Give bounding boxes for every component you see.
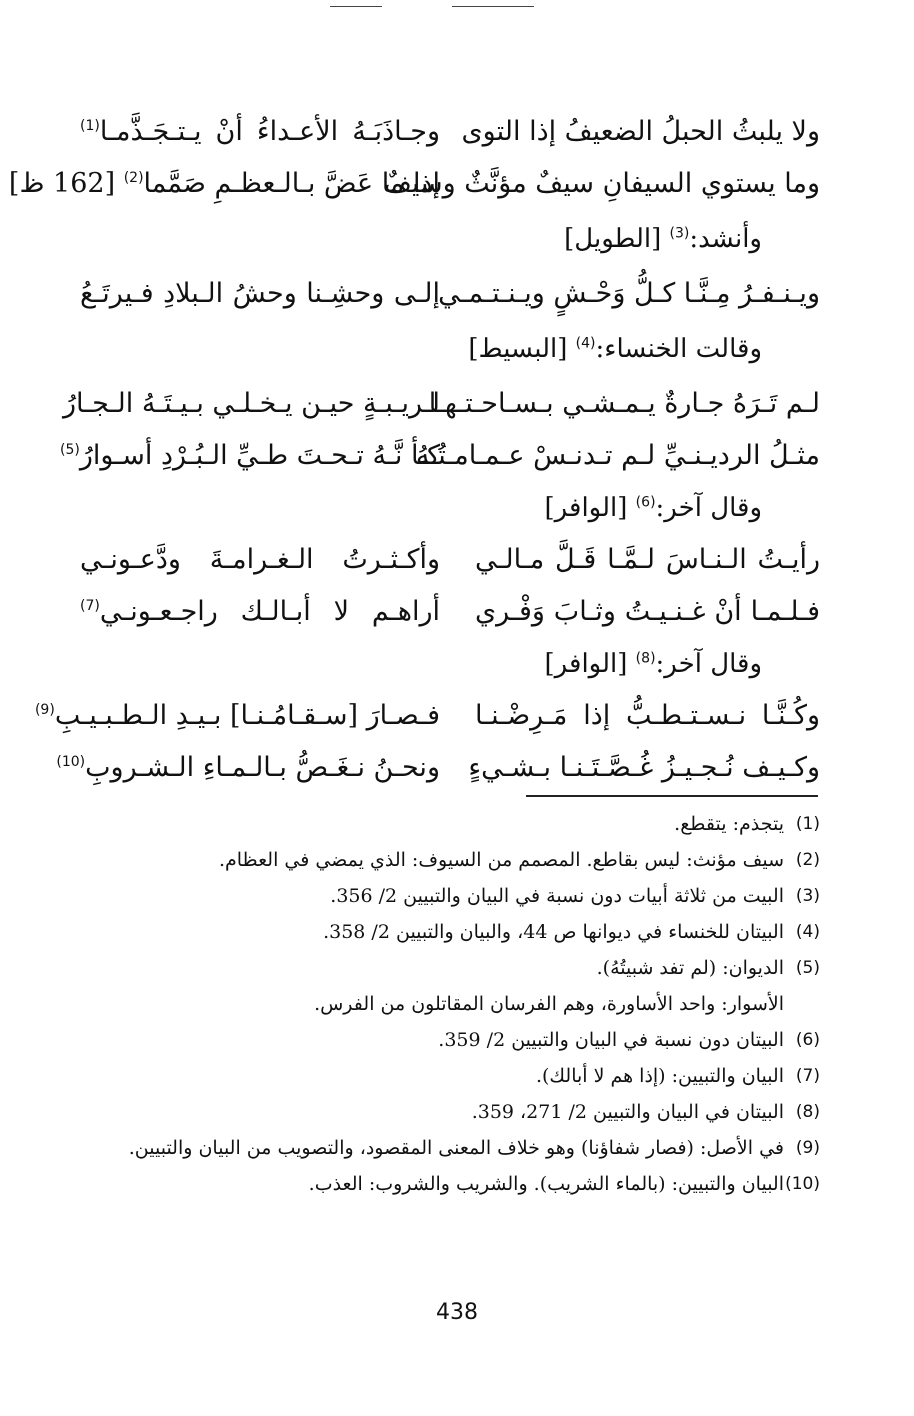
footnote-text: في الأصل: (فصار شفاؤنا) وهو خلاف المعنى المقصود، والتصويب من البيان والتبيين. — [128, 1137, 784, 1159]
footnotes — [80, 806, 820, 1202]
hemistich-text: كـأ نَّـهُ تـحـتَ طـيِّ الـبُـرْدِ أسـوارُ — [79, 440, 440, 471]
footnote-number: (2) — [795, 850, 820, 870]
verse-line — [56, 742, 820, 794]
verse-first-hemistich: رأيـتُ الـنـاسَ لـمَّـا قَـلَّ مـالـي — [475, 544, 820, 575]
verse-caption — [80, 210, 820, 268]
footnote-text: البيت من ثلاثة أبيات دون نسبة في البيان والتبيين 2/ 356. — [330, 885, 784, 907]
meter-label: [البسيط] — [468, 334, 576, 364]
footnote-number: (10) — [785, 1174, 820, 1194]
footnote-marker[interactable]: (1) — [80, 118, 100, 134]
meter-label: [الطويل] — [564, 224, 670, 254]
footnote-marker[interactable]: (7) — [80, 598, 100, 614]
footnote-number: (4) — [795, 922, 820, 942]
footnote-text: البيتان للخنساء في ديوانها ص 44، والبيان والتبيين 2/ 358. — [323, 921, 784, 943]
page-number: 438 — [436, 1300, 478, 1325]
footnote-item — [80, 842, 820, 878]
footnote-text: الديوان: (لم تفد شبيتُهُ). — [596, 957, 784, 979]
meter-label: [الوافر] — [544, 493, 636, 523]
verse-line — [60, 430, 820, 482]
verse-second-hemistich — [56, 742, 440, 794]
verse-first-hemistich: وكـيـف نُـجـيـزُ غُـصَّـتَـنـا بـشـيءٍ — [468, 752, 820, 783]
verse-caption — [80, 320, 820, 378]
poem-body — [8, 106, 820, 794]
footnote-text: سيف مؤنث: ليس بقاطع. المصمم من السيوف: الذي يمضي في العظام. — [218, 849, 784, 871]
header-rule-short — [330, 6, 382, 7]
verse-second-hemistich: وأكـثـرتُ الـغـرامـةَ ودَّعـونـي — [80, 544, 440, 575]
verse-first-hemistich: ولا يلبثُ الحبلُ الضعيفُ إذا التوى — [461, 116, 820, 147]
caption-text: وقالت الخنساء: — [595, 334, 762, 364]
caption-text: وقال آخر: — [655, 493, 762, 523]
footnote-marker[interactable]: (3) — [669, 225, 690, 242]
footnote-number: (3) — [795, 886, 820, 906]
footnote-number: (6) — [795, 1030, 820, 1050]
hemistich-text: فـصـارَ [سـقـامُـنـا] بـيـدِ الـطـبـيـبِ — [54, 700, 440, 731]
footnote-marker[interactable]: (6) — [635, 494, 656, 511]
verse-first-hemistich: فـلـمـا أنْ غـنـيـتُ وثـابَ وَفْـري — [475, 596, 820, 627]
hemistich-text: وجـاذَبَـهُ الأعـداءُ أنْ يـتـجَـذَّمـا — [99, 116, 440, 147]
verse-second-hemistich — [60, 430, 440, 482]
footnote-item — [80, 878, 820, 914]
footnote-continuation: الأسوار: واحد الأساورة، وهم الفرسان المقاتلون من الفرس. — [314, 993, 784, 1015]
verse-first-hemistich: لـم تَـرَهُ جـارةٌ يـمـشـي بـسـاحـتـهـا — [428, 388, 820, 419]
verse-line — [80, 268, 820, 320]
footnote-separator — [526, 795, 818, 797]
footnote-marker[interactable]: (9) — [34, 702, 55, 718]
footnote-number: (9) — [795, 1138, 820, 1158]
footnote-number: (5) — [795, 958, 820, 978]
hemistich-text: إذا ما عَضَّ بـالـعظـمِ صَمَّما — [143, 168, 440, 199]
footnote-item — [80, 1094, 820, 1130]
footnote-marker[interactable]: (10) — [56, 754, 86, 770]
verse-first-hemistich: مثـلُ الرديـنـيِّ لـم تـدنـسْ عـمـامـتُـهُ — [415, 440, 820, 471]
footnote-marker[interactable]: (2) — [123, 170, 144, 186]
verse-first-hemistich: وما يستوي السيفانِ سيفٌ مؤنَّثٌ وسيفٌ — [383, 168, 820, 199]
footnote-item — [80, 1166, 820, 1202]
meter-label: [الوافر] — [544, 649, 636, 679]
verse-caption — [80, 482, 820, 534]
caption-text: وقال آخر: — [655, 649, 762, 679]
footnote-item — [80, 1058, 820, 1094]
verse-line — [80, 106, 820, 158]
footnote-marker[interactable]: (5) — [60, 442, 80, 458]
verse-line — [80, 586, 820, 638]
verse-second-hemistich: لـريـبـةٍ حيـن يـخـلـي بـيـتَـهُ الـجـارُ — [63, 388, 440, 419]
verse-second-hemistich: إلـى وحشِـنا وحشُ الـبلادِ فـيرتَـعُ — [80, 278, 440, 309]
verse-line — [8, 158, 820, 210]
verse-first-hemistich: وكُـنَّـا نـسـتـطـبُّ إذا مَـرِضْـنـا — [475, 700, 820, 731]
footnote-number: (8) — [795, 1102, 820, 1122]
footnote-text: البيان والتبيين: (بالماء الشريب). والشريب والشروب: العذب. — [308, 1173, 784, 1195]
caption-text: وأنشد: — [689, 224, 762, 254]
footnote-text: يتجذم: يتقطع. — [674, 813, 784, 835]
footnote-item — [80, 1022, 820, 1058]
verse-line — [63, 378, 820, 430]
verse-second-hemistich — [80, 106, 440, 158]
verse-second-hemistich — [34, 690, 440, 742]
footnote-item — [80, 950, 820, 986]
footnote-item — [80, 914, 820, 950]
footnote-number: (7) — [795, 1066, 820, 1086]
verse-second-hemistich — [8, 158, 440, 210]
footnote-text: البيتان في البيان والتبيين 2/ 271، 359. — [471, 1101, 784, 1123]
footnote-item — [80, 1130, 820, 1166]
verse-line — [34, 690, 820, 742]
verse-second-hemistich — [80, 586, 440, 638]
manuscript-folio-ref: [162 ظ] — [8, 168, 124, 199]
verse-first-hemistich: ويـنـفـرُ مِـنَّـا كـلُّ وَحْـشٍ ويـنـتـمـي — [438, 278, 820, 309]
verse-line — [80, 534, 820, 586]
footnote-text: البيان والتبيين: (إذا هم لا أبالك). — [535, 1065, 784, 1087]
verse-caption — [80, 638, 820, 690]
hemistich-text: أراهـم لا أبـالـك راجـعـونـي — [99, 596, 440, 627]
footnote-marker[interactable]: (8) — [635, 650, 656, 667]
footnote-marker[interactable]: (4) — [575, 335, 596, 352]
hemistich-text: ونحـنُ نـغَـصُّ بـالـمـاءِ الـشـروبِ — [85, 752, 440, 783]
footnote-text: البيتان دون نسبة في البيان والتبيين 2/ 359. — [438, 1029, 784, 1051]
header-rule-long — [452, 6, 534, 7]
footnote-number: (1) — [795, 814, 820, 834]
footnote-item — [80, 806, 820, 842]
